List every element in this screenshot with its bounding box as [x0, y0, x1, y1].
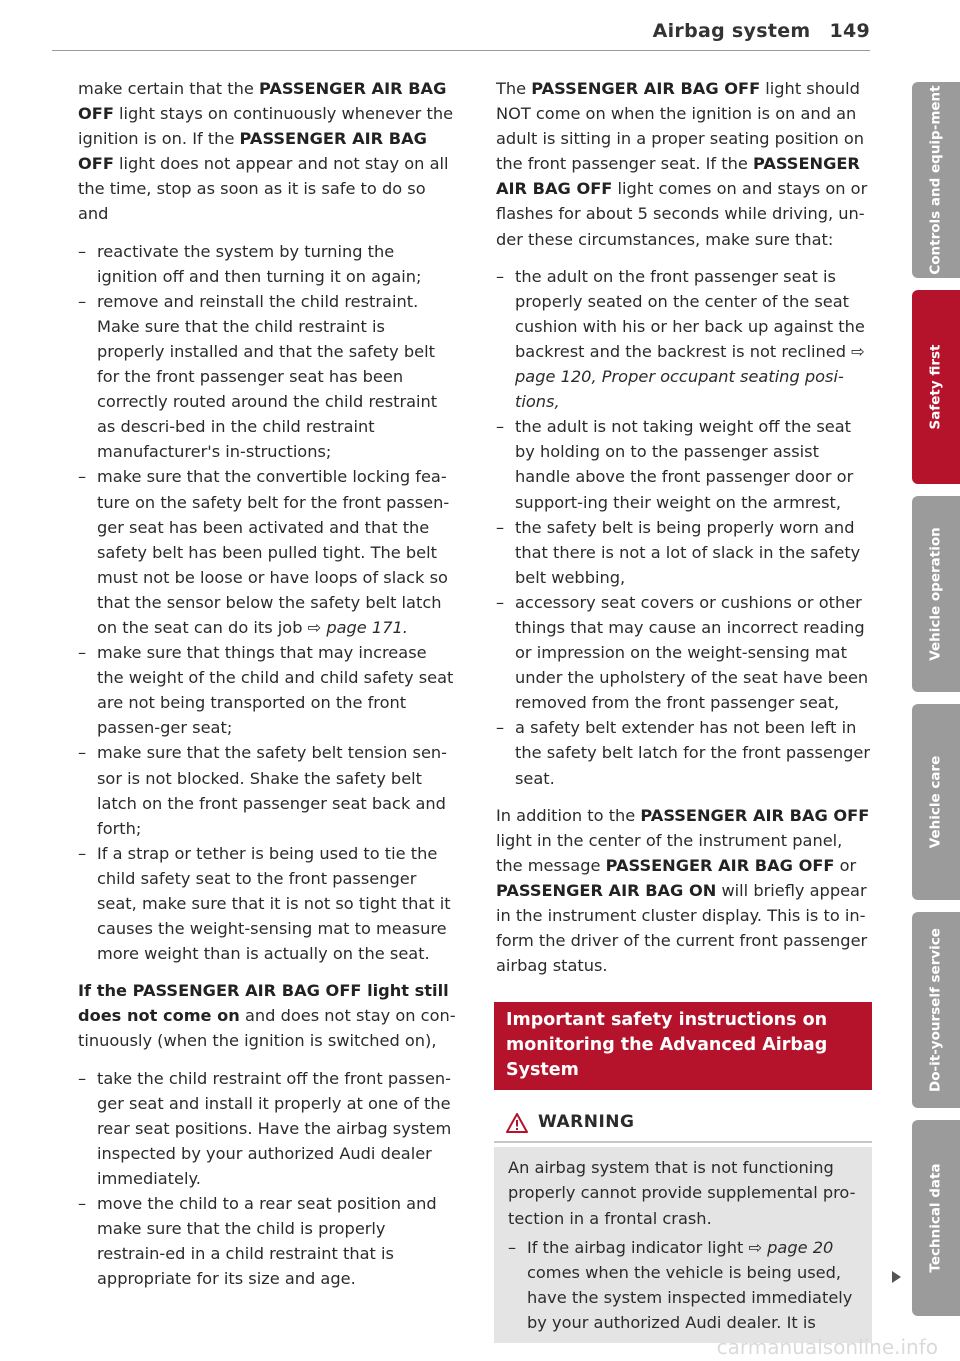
text-run: make certain that the [78, 79, 260, 98]
tab-safety-first[interactable] [912, 290, 960, 484]
tab-label: Vehicle operation [927, 527, 944, 661]
text-run: make sure that the convertible locking fea-ture on the safety belt for the front passen-ger seat has been activated and that the safety belt has been pulled tight. The belt must not be loose or have loops of slack so that the sensor below the safety belt latch on the seat can do its job [97, 467, 450, 637]
left-column [78, 76, 456, 1303]
list-item [508, 1235, 860, 1335]
list-item [78, 289, 456, 465]
text-run: take the child restraint off the front passen-ger seat and install it properly at one of the rear seat positions. Have the airbag system inspected by your authorized Audi dealer immediately. [97, 1068, 452, 1188]
text-run: the adult on the front passenger seat is properly seated on the center of the seat cushion with his or her back up against the backrest and the backrest is not reclined [515, 266, 865, 361]
tab-controls-and-equipment[interactable] [912, 82, 960, 278]
list-item [496, 590, 872, 715]
warning-text [508, 1155, 860, 1230]
bold-text: PASSENGER AIR BAG OFF [531, 79, 761, 98]
text-run: If a strap or tether is being used to tie the child safety seat to the front passenger seat, make sure that it is not so tight that it causes the weight-sensing mat to measure more weight than is actually on the seat. [97, 843, 451, 964]
list-item [496, 414, 872, 514]
text-run: The [496, 79, 532, 98]
page-reference[interactable]: ⇨ page 120, Proper occupant seating posi-tions, [515, 341, 865, 412]
tab-do-it-yourself-service[interactable] [912, 912, 960, 1108]
list-item [78, 640, 456, 740]
text-run: accessory seat covers or cushions or other things that may cause an incorrect reading or impression on the weight-sensing mat under the upholstery of the seat have been removed from the front passenger seat, [515, 592, 869, 713]
text-run: will briefly appear in the instrument cluster display. This is to in-form the driver of the current front passenger airbag status. [496, 880, 868, 976]
continued-arrow-icon [892, 1271, 901, 1283]
text-run: the adult is not taking weight off the seat by holding on to the passenger assist handle above the front passenger door or support-ing their weight on the armrest, [515, 417, 854, 512]
running-head [653, 20, 870, 42]
tab-label: Vehicle care [927, 755, 944, 849]
text-run: light comes on and stays on or flashes for about 5 seconds while driving, un-der these circumstances, make sure that: [496, 179, 868, 249]
warning-title-row [494, 1104, 872, 1143]
text-run: reactivate the system by turning the ignition off and then turning it on again; [97, 241, 422, 286]
list-item [496, 264, 872, 415]
still-off-steps-list [78, 1066, 456, 1292]
text-run: If the airbag indicator light [527, 1237, 749, 1257]
list-item [496, 515, 872, 590]
tab-label: Safety first [927, 344, 944, 430]
warning-triangle-icon [506, 1113, 528, 1133]
bold-text: PASSENGER AIR BAG ON [496, 880, 717, 900]
reactivation-steps-list [78, 239, 456, 967]
text-run: remove and reinstall the child restraint. Make sure that the child restraint is properly installed and that the safety belt for the front passenger seat has been correctly routed around the child restraint as descri-bed in the child restraint manufacturer's in-structions; [97, 291, 438, 462]
bold-text: PASSENGER AIR BAG OFF [640, 805, 870, 825]
still-off-paragraph [78, 978, 456, 1053]
bold-text: If the PASSENGER AIR BAG OFF light still does not come on [78, 981, 449, 1026]
section-heading: Important safety instructions on monitoring the Advanced Airbag System [494, 1002, 872, 1090]
tab-label: Do-it-yourself service [927, 928, 944, 1092]
text-run: the safety belt is being properly worn and that there is not a lot of slack in the safety belt webbing, [515, 517, 861, 587]
tab-vehicle-care[interactable] [912, 704, 960, 900]
right-column [496, 76, 872, 1343]
right-intro-paragraph [496, 76, 872, 252]
tab-label: Technical data [927, 1163, 944, 1273]
list-item [78, 239, 456, 289]
tab-label: Controls and equip-ment [927, 85, 944, 275]
text-run: make sure that the safety belt tension sen-sor is not blocked. Shake the safety belt latch on the front passenger seat back and forth; [97, 743, 448, 838]
tab-vehicle-operation[interactable] [912, 496, 960, 692]
list-item [78, 464, 456, 640]
warning-items-list [508, 1235, 860, 1335]
text-run: make sure that things that may increase the weight of the child and child safety seat are not being transported on the front passen-ger seat; [97, 643, 454, 738]
page-number: 149 [829, 20, 870, 42]
list-item [78, 1066, 456, 1191]
text-run: light in the center of the instrument panel, the message [496, 830, 843, 875]
text-run: light stays on continuously whenever the ignition is on. If the [78, 104, 454, 149]
text-run: light does not appear and not stay on all the time, stop as soon as it is safe to do so and [78, 154, 449, 224]
tab-technical-data[interactable] [912, 1120, 960, 1316]
page-reference[interactable]: ⇨ page 171. [307, 617, 408, 637]
text-run: An airbag system that is not functioning properly cannot provide supplemental pro-tection in a frontal crash. [508, 1158, 856, 1228]
text-run: a safety belt extender has not been left in the safety belt latch for the front passenger seat. [515, 718, 871, 788]
list-item [78, 1191, 456, 1291]
text-run: In addition to the [496, 805, 641, 825]
left-intro-paragraph [78, 76, 456, 227]
warning-box [494, 1104, 872, 1343]
bold-text: PASSENGER AIR BAG OFF [496, 154, 860, 199]
list-item [78, 740, 456, 840]
bold-text: PASSENGER AIR BAG OFF [78, 129, 427, 174]
text-run: comes when the vehicle is being used, have the system inspected immediately by your authorized Audi dealer. It is [527, 1262, 853, 1332]
bold-text: PASSENGER AIR BAG OFF [605, 855, 835, 875]
warning-body [494, 1147, 872, 1343]
watermark: carmanualsonline.info [716, 1335, 938, 1359]
warning-title: WARNING [538, 1112, 635, 1133]
text-run: move the child to a rear seat position and make sure that the child is properly restrain-ed in a child restraint that is appropriate for its size and age. [97, 1194, 437, 1289]
instrument-cluster-paragraph [496, 803, 872, 979]
header-rule [52, 50, 870, 51]
adult-checks-list [496, 264, 872, 791]
text-run: or [834, 855, 857, 875]
list-item [78, 841, 456, 966]
page-reference[interactable]: ⇨ page 20 [748, 1237, 834, 1257]
text-run: light should NOT come on when the ignition is on and an adult is sitting in a proper seating position on the front passenger seat. If the [496, 79, 865, 174]
list-item [496, 715, 872, 790]
section-title: Airbag system [652, 20, 811, 42]
text-run: and does not stay on con-tinuously (when the ignition is switched on), [78, 1006, 456, 1051]
bold-text: PASSENGER AIR BAG OFF [78, 79, 447, 124]
